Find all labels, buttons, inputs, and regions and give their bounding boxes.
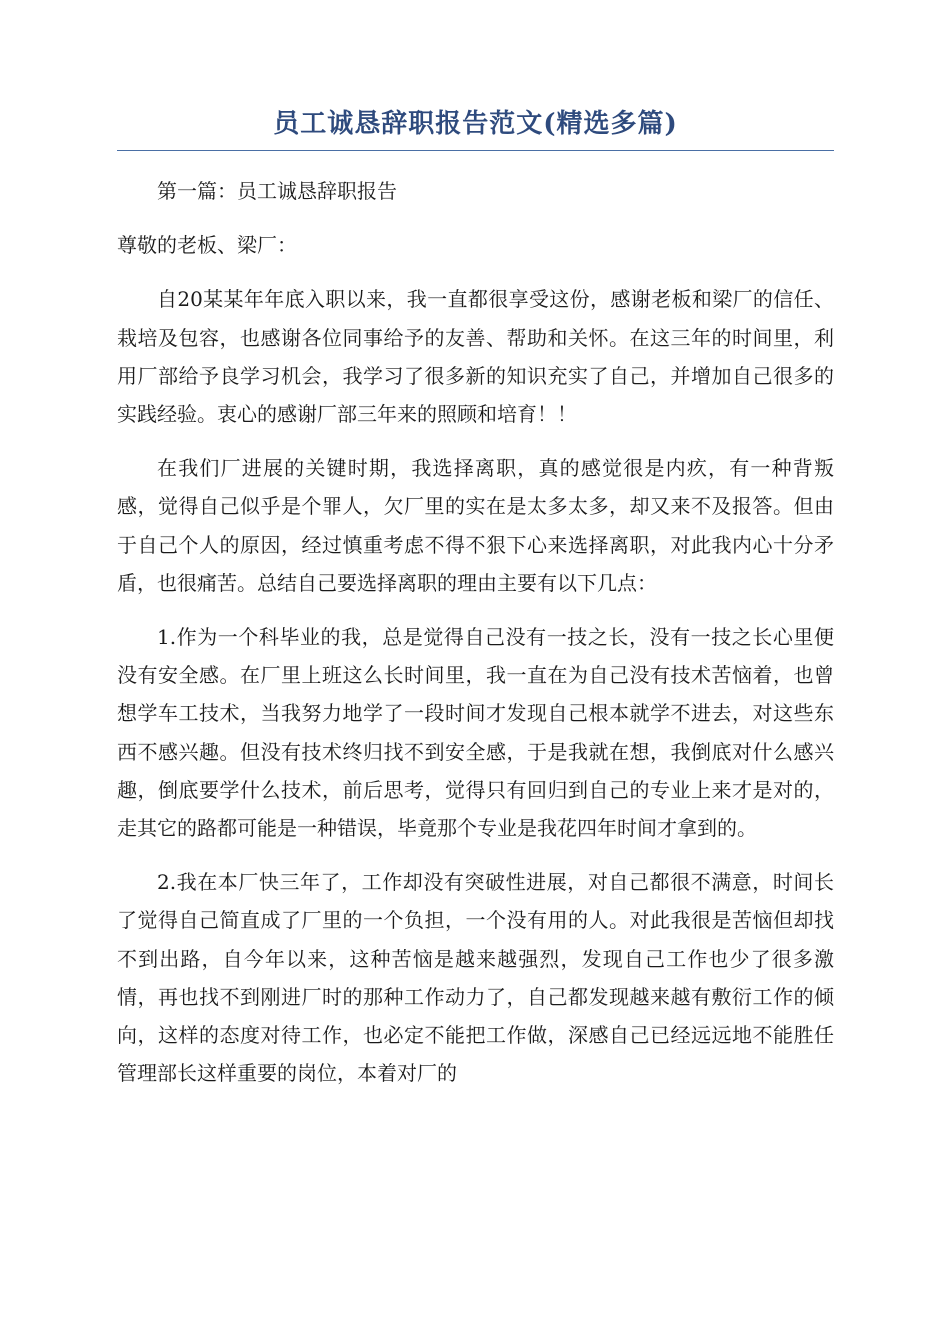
section-heading: 第一篇：员工诚恳辞职报告 [157,179,397,203]
paragraph-2: 在我们厂进展的关键时期，我选择离职，真的感觉很是内疚，有一种背叛感，觉得自己似乎是个罪人，欠厂里的实在是太多太多，却又来不及报答。但由于自己个人的原因，经过慎重考虑不得不狠下心来选择离职，对此我内心十分矛盾，也很痛苦。总结自己要选择离职的理由主要有以下几点： [117,456,834,595]
document-page [117,104,834,1108]
salutation: 尊敬的老板、梁厂： [117,233,297,258]
paragraph-1: 自20某某年年底入职以来，我一直都很享受这份，感谢老板和梁厂的信任、栽培及包容，也感谢各位同事给予的友善、帮助和关怀。在这三年的时间里，利用厂部给予良学习机会，我学习了很多新的知识充实了自己，并增加自己很多的实践经验。衷心的感谢厂部三年来的照顾和培育！！ [117,287,834,427]
document-body [117,172,834,1092]
document-title: 员工诚恳辞职报告范文(精选多篇) [117,104,834,151]
paragraph-4: 2.我在本厂快三年了，工作却没有突破性进展，对自己都很不满意，时间长了觉得自己简直成了厂里的一个负担，一个没有用的人。对此我很是苦恼但却找不到出路，自今年以来，这种苦恼是越来越强烈，发现自己工作也少了很多激情，再也找不到刚进厂时的那种工作动力了，自己都发现越来越有敷衍工作的倾向，这样的态度对待工作，也必定不能把工作做，深感自己已经远远地不能胜任管理部长这样重要的岗位，本着对厂的 [117,870,834,1086]
paragraph-3: 1.作为一个科毕业的我，总是觉得自己没有一技之长，没有一技之长心里便没有安全感。在厂里上班这么长时间里，我一直在为自己没有技术苦恼着，也曾想学车工技术，当我努力地学了一段时间才发现自己根本就学不进去，对这些东西不感兴趣。但没有技术终归找不到安全感，于是我就在想，我倒底对什么感兴趣，倒底要学什么技术，前后思考，觉得只有回归到自己的专业上来才是对的，走其它的路都可能是一种错误，毕竟那个专业是我花四年时间才拿到的。 [117,625,834,841]
